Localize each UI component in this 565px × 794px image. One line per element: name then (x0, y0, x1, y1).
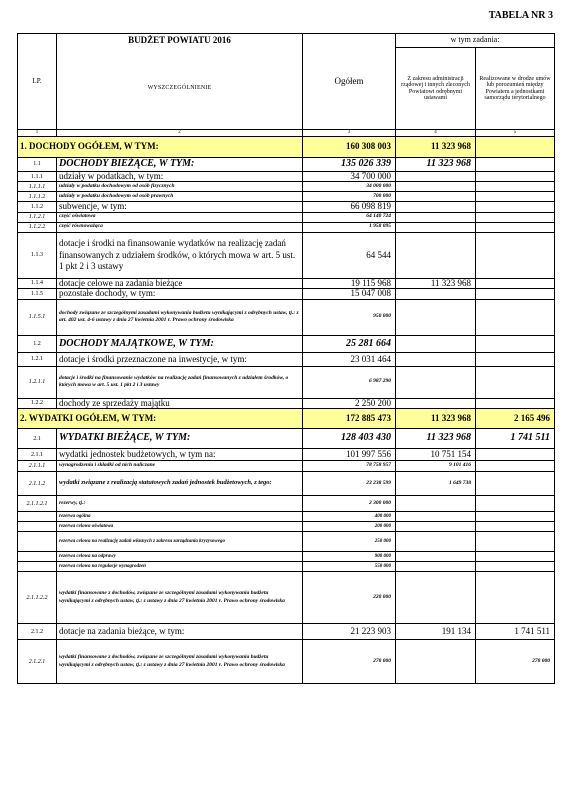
row-col5 (476, 496, 555, 512)
row-col5 (476, 552, 555, 562)
row-col4 (396, 299, 476, 335)
row-ogolem: 19 115 968 (303, 278, 396, 288)
row-col4 (396, 552, 476, 562)
row-col4 (396, 512, 476, 522)
row-lp: 1.2.1.1 (18, 366, 57, 398)
row-col5: 1 741 511 (476, 429, 555, 449)
row-desc: dotacje na zadania bieżące, w tym: (57, 624, 303, 640)
row-lp: 1.1 (18, 158, 57, 172)
row-desc: udziały w podatku dochodowym od osób fizycznych (57, 182, 303, 192)
row-ogolem: 550 000 (303, 562, 396, 572)
row-desc: dochody związane ze szczególnymi zasadami wykonywania budżetu wynikającymi z odrębnych ustaw, tj.: z art. 402 ust. 4-6 ustawy z dnia 27 kwietnia 2001 r. Prawo ochrony środowiska (57, 299, 303, 335)
row-lp: 1.2.1 (18, 352, 57, 366)
row-col4: 10 751 154 (396, 449, 476, 461)
row-lp (18, 512, 57, 522)
table-row (18, 522, 555, 532)
table-row (18, 335, 555, 352)
row-col4 (396, 222, 476, 232)
row-lp: 1.1.1 (18, 172, 57, 182)
row-ogolem: 270 000 (303, 640, 396, 684)
row-desc: WYDATKI BIEŻĄCE, W TYM: (57, 429, 303, 449)
row-col5: 2 165 496 (476, 409, 555, 429)
row-col4 (396, 289, 476, 299)
row-ogolem: 220 000 (303, 572, 396, 624)
row-lp: 2.1.2 (18, 624, 57, 640)
row-ogolem: 160 308 003 (303, 137, 396, 158)
row-lp: 1.1.4 (18, 278, 57, 288)
row-ogolem: 15 047 008 (303, 289, 396, 299)
row-lp: 2.1.1.1 (18, 461, 57, 472)
header-title: BUDŻET POWIATU 2016 (57, 34, 303, 48)
row-desc: pozostałe dochody, w tym: (57, 289, 303, 299)
table-row (18, 158, 555, 172)
row-ogolem: 34 700 000 (303, 172, 396, 182)
row-col5 (476, 335, 555, 352)
row-lp: 1.1.1.2 (18, 192, 57, 202)
row-col5 (476, 449, 555, 461)
row-ogolem: 950 000 (303, 299, 396, 335)
row-lp: 1.1.2.2 (18, 222, 57, 232)
row-desc: subwencje, w tym: (57, 202, 303, 212)
table-row (18, 532, 555, 552)
row-col4 (396, 352, 476, 366)
table-row (18, 552, 555, 562)
row-desc: wydatki finansowane z dochodów, związane ze szczególnymi zasadami wykonywania budżetu wynikającymi z odrębnych ustaw, tj.: z ustawy z dnia 27 kwietnia 2001 r. Prawo ochrony środowiska (57, 640, 303, 684)
table-row (18, 472, 555, 496)
row-col5 (476, 532, 555, 552)
row-ogolem: 25 281 664 (303, 335, 396, 352)
header-col4: Z zakresu administracji rządowej i innych zleconych Powiatowi odrębnymi ustawami (396, 48, 476, 130)
row-col4 (396, 640, 476, 684)
row-col5 (476, 232, 555, 278)
row-col4 (396, 366, 476, 398)
row-col4 (396, 202, 476, 212)
row-col4 (396, 192, 476, 202)
row-col5 (476, 461, 555, 472)
row-desc: udziały w podatkach, w tym: (57, 172, 303, 182)
row-col4: 11 323 968 (396, 409, 476, 429)
row-col5 (476, 158, 555, 172)
row-desc: dotacje i środki na finansowanie wydatków na realizację zadań finansowanych z udziałem środków, o których mowa w art. 5 ust. 1 pkt 2 i 3 ustawy (57, 366, 303, 398)
row-desc: rezerwa celowa na realizację zadań własnych z zakresu zarządzania kryzysowego (57, 532, 303, 552)
table-row (18, 409, 555, 429)
row-desc: wydatki finansowane z dochodów, związane ze szczególnymi zasadami wykonywania budżetu wynikającymi z odrębnych ustaw, tj.: z ustawy z dnia 27 kwietnia 2001 r. Prawo ochrony środowiska (57, 572, 303, 624)
row-lp: 1.1.5.1 (18, 299, 57, 335)
row-ogolem: 64 140 724 (303, 212, 396, 222)
row-col5 (476, 182, 555, 192)
row-ogolem: 200 000 (303, 522, 396, 532)
row-ogolem: 1 958 095 (303, 222, 396, 232)
row-desc: DOCHODY MAJĄTKOWE, W TYM: (57, 335, 303, 352)
row-desc: udziały w podatku dochodowym od osób prawnych (57, 192, 303, 202)
table-row (18, 278, 555, 288)
row-desc: rezerwa celowa na regulacje wynagrodzeń (57, 562, 303, 572)
index-cell: 2 (57, 130, 303, 137)
row-col4 (396, 532, 476, 552)
budget-table (17, 33, 555, 684)
row-col5 (476, 278, 555, 288)
row-desc: dochody ze sprzedaży majątku (57, 398, 303, 408)
row-col4 (396, 232, 476, 278)
row-col4: 11 323 968 (396, 278, 476, 288)
row-col5 (476, 512, 555, 522)
index-cell: 4 (396, 130, 476, 137)
table-row (18, 212, 555, 222)
header-w-tym-zadania: w tym zadania: (396, 34, 555, 48)
table-number-label: TABELA NR 3 (488, 10, 553, 21)
row-ogolem: 78 758 957 (303, 461, 396, 472)
row-desc: rezerwa celowa na odprawy (57, 552, 303, 562)
row-lp: 1.1.5 (18, 289, 57, 299)
row-ogolem: 23 031 464 (303, 352, 396, 366)
row-section-label: 1. DOCHODY OGÓŁEM, W TYM: (18, 137, 303, 158)
table-row (18, 232, 555, 278)
row-col4 (396, 172, 476, 182)
table-row (18, 449, 555, 461)
row-col4 (396, 398, 476, 408)
row-col4: 191 134 (396, 624, 476, 640)
row-col4 (396, 335, 476, 352)
table-row (18, 572, 555, 624)
row-col5 (476, 572, 555, 624)
row-col5 (476, 202, 555, 212)
row-ogolem: 64 544 (303, 232, 396, 278)
row-ogolem: 23 238 599 (303, 472, 396, 496)
row-lp: 1.1.2 (18, 202, 57, 212)
row-ogolem: 135 026 339 (303, 158, 396, 172)
table-row (18, 222, 555, 232)
table-row (18, 496, 555, 512)
table-row (18, 461, 555, 472)
row-lp (18, 552, 57, 562)
row-desc: wynagrodzenia i składki od nich naliczane (57, 461, 303, 472)
row-col5 (476, 352, 555, 366)
row-col5 (476, 172, 555, 182)
table-row (18, 202, 555, 212)
row-col4: 11 323 968 (396, 137, 476, 158)
row-lp: 1.1.1.1 (18, 182, 57, 192)
row-col5: 1 741 511 (476, 624, 555, 640)
row-col5 (476, 212, 555, 222)
row-desc: wydatki jednostek budżetowych, w tym na: (57, 449, 303, 461)
row-col4 (396, 572, 476, 624)
row-ogolem: 66 098 819 (303, 202, 396, 212)
row-lp: 1.1.2.1 (18, 212, 57, 222)
row-desc: rezerwa celowa oświatowa (57, 522, 303, 532)
row-ogolem: 6 987 290 (303, 366, 396, 398)
row-lp: 2.1.2.1 (18, 640, 57, 684)
row-col5: 270 000 (476, 640, 555, 684)
row-col4: 11 323 968 (396, 429, 476, 449)
row-col4: 1 649 738 (396, 472, 476, 496)
row-ogolem: 101 997 556 (303, 449, 396, 461)
table-row (18, 289, 555, 299)
row-desc: dotacje i środki przeznaczone na inwestycje, w tym: (57, 352, 303, 366)
row-desc: DOCHODY BIEŻĄCE, W TYM: (57, 158, 303, 172)
row-lp: 2.1.1.2.1 (18, 496, 57, 512)
row-desc: wydatki związane z realizacją statutowych zadań jednostek budżetowych, z tego: (57, 472, 303, 496)
row-desc: rezerwy, tj.: (57, 496, 303, 512)
table-row (18, 192, 555, 202)
row-desc: część oświatowa (57, 212, 303, 222)
row-col4 (396, 496, 476, 512)
row-lp: 2.1.1 (18, 449, 57, 461)
table-row (18, 352, 555, 366)
row-col5 (476, 522, 555, 532)
row-ogolem: 172 885 473 (303, 409, 396, 429)
row-ogolem: 250 000 (303, 532, 396, 552)
row-desc: część równoważąca (57, 222, 303, 232)
row-col4 (396, 182, 476, 192)
table-row (18, 624, 555, 640)
row-col4: 11 323 968 (396, 158, 476, 172)
row-ogolem: 400 000 (303, 512, 396, 522)
row-col5 (476, 192, 555, 202)
row-col5 (476, 289, 555, 299)
row-col4 (396, 212, 476, 222)
row-col5 (476, 472, 555, 496)
row-ogolem: 900 000 (303, 552, 396, 562)
row-col5 (476, 562, 555, 572)
table-row (18, 366, 555, 398)
table-row (18, 429, 555, 449)
row-section-label: 2. WYDATKI OGÓŁEM, W TYM: (18, 409, 303, 429)
row-lp (18, 532, 57, 552)
index-cell: 3 (303, 130, 396, 137)
header-wyszczegolnienie: WYSZCZEGÓLNIENIE (57, 48, 303, 130)
row-lp: 1.2.2 (18, 398, 57, 408)
row-desc: dotacje i środki na finansowanie wydatków na realizację zadań finansowanych z udziałem środków, o których mowa w art. 5 ust. 1 pkt 2 i 3 ustawy (57, 232, 303, 278)
table-row (18, 562, 555, 572)
table-row (18, 137, 555, 158)
row-ogolem: 21 223 903 (303, 624, 396, 640)
row-lp: 2.1.1.2.2 (18, 572, 57, 624)
row-lp (18, 522, 57, 532)
table-row (18, 640, 555, 684)
row-lp: 2.1 (18, 429, 57, 449)
row-desc: rezerwa ogólna (57, 512, 303, 522)
row-col4 (396, 522, 476, 532)
row-col5 (476, 398, 555, 408)
header-ogolem: Ogółem (303, 34, 396, 130)
row-col4: 9 101 416 (396, 461, 476, 472)
table-row (18, 512, 555, 522)
row-lp: 1.1.3 (18, 232, 57, 278)
row-col5 (476, 222, 555, 232)
table-row (18, 398, 555, 408)
table-row (18, 182, 555, 192)
row-lp (18, 562, 57, 572)
row-col5 (476, 137, 555, 158)
table-row (18, 299, 555, 335)
index-cell: 5 (476, 130, 555, 137)
row-lp: 2.1.1.2 (18, 472, 57, 496)
row-lp: 1.2 (18, 335, 57, 352)
row-ogolem: 2 250 200 (303, 398, 396, 408)
row-ogolem: 128 403 430 (303, 429, 396, 449)
row-col5 (476, 366, 555, 398)
table-row (18, 172, 555, 182)
row-ogolem: 34 000 000 (303, 182, 396, 192)
row-col5 (476, 299, 555, 335)
row-desc: dotacje celowe na zadania bieżące (57, 278, 303, 288)
header-lp: LP. (18, 34, 57, 130)
row-ogolem: 2 300 000 (303, 496, 396, 512)
index-cell: 1 (18, 130, 57, 137)
row-col4 (396, 562, 476, 572)
row-ogolem: 700 000 (303, 192, 396, 202)
header-col5: Realizowane w drodze umów lub porozumień między Powiatem a jednostkami samorządu terytorialnego (476, 48, 555, 130)
